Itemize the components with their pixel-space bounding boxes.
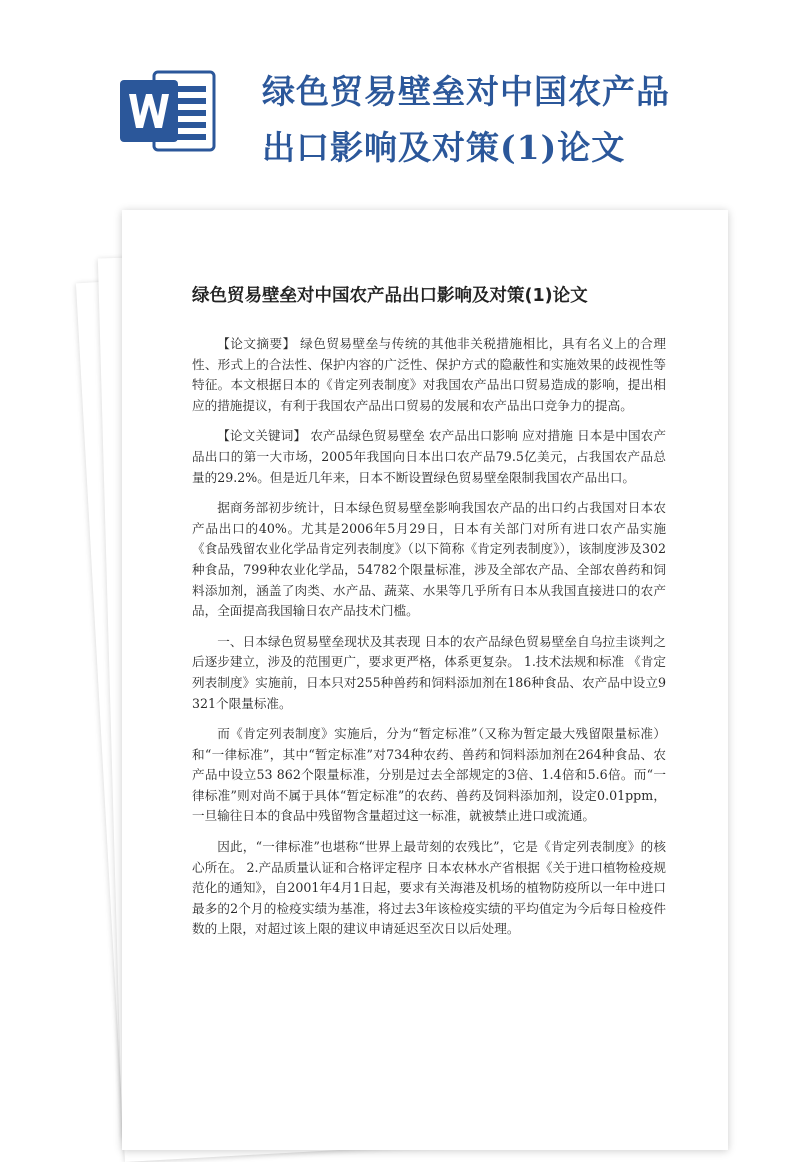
paragraph: 而《肯定列表制度》实施后，分为“暂定标准”（又称为暂定最大残留限量标准）和“一律标准”，其中“暂定标准”对734种农药、兽药和饲料添加剂在264种食品、农产品中设立53 862个限量标准，分别是过去全部规定的3倍、1.4倍和5.6倍。而“一律标准”则对尚不属于具体“暂定标准”的农药、兽药及饲料添加剂，设定0.01ppm，一旦输往日本的食品中残留物含量超过这一标准，就被禁止进口或流通。: [192, 726, 666, 824]
word-document-icon: [118, 60, 218, 160]
paragraph-keywords: 【论文关键词】 农产品绿色贸易壁垒 农产品出口影响 应对措施 日本是中国农产品出口的第一大市场，2005年我国向日本出口农产品79.5亿美元，占我国农产品总量的29.2%。但是近几年来，日本不断设置绿色贸易壁垒限制我国农产品出口。: [192, 428, 666, 485]
document-page: [122, 210, 728, 1150]
paragraph: 据商务部初步统计，日本绿色贸易壁垒影响我国农产品的出口约占我国对日本农产品出口的40%。尤其是2006年5月29日，日本有关部门对所有进口农产品实施《食品残留农业化学品肯定列表制度》（以下简称《肯定列表制度》），该制度涉及302种食品，799种农业化学品，54782个限量标准，涉及全部农产品、全部农兽药和饲料添加剂，涵盖了肉类、水产品、蔬菜、水果等几乎所有日本从我国直接进口的农产品，全面提高我国输日农产品技术门槛。: [192, 500, 666, 619]
document-title: 绿色贸易壁垒对中国农产品出口影响及对策(1)论文: [192, 286, 588, 306]
document-body: [192, 334, 666, 950]
paragraph: 因此，“一律标准”也堪称“世界上最苛刻的农残比”，它是《肯定列表制度》的核心所在。 2.产品质量认证和合格评定程序 日本农林水产省根据《关于进口植物检疫规范化的通知》，自2001年4月1日起，要求有关海港及机场的植物防疫所以一年中进口最多的2个月的检疫实绩为基准，将过去3年该检疫实绩的平均值定为今后每日检疫件数的上限，对超过该上限的建议申请延迟至次日以后处理。: [192, 839, 666, 937]
paragraph-abstract: 【论文摘要】 绿色贸易壁垒与传统的其他非关税措施相比，具有名义上的合理性、形式上的合法性、保护内容的广泛性、保护方式的隐蔽性和实施效果的歧视性等特征。本文根据日本的《肯定列表制度》对我国农产品出口贸易造成的影响，提出相应的措施提议，有利于我国农产品出口贸易的发展和农产品出口竞争力的提高。: [192, 336, 666, 413]
paragraph: 一、日本绿色贸易壁垒现状及其表现 日本的农产品绿色贸易壁垒自乌拉圭谈判之后逐步建立，涉及的范围更广，要求更严格，体系更复杂。 1.技术法规和标准 《肯定列表制度》实施前，日本只对255种兽药和饲料添加剂在186种食品、农产品中设立9 321个限量标准。: [192, 633, 666, 711]
page-header: [0, 0, 800, 200]
page-heading: 绿色贸易壁垒对中国农产品出口影响及对策(1)论文: [262, 72, 670, 167]
